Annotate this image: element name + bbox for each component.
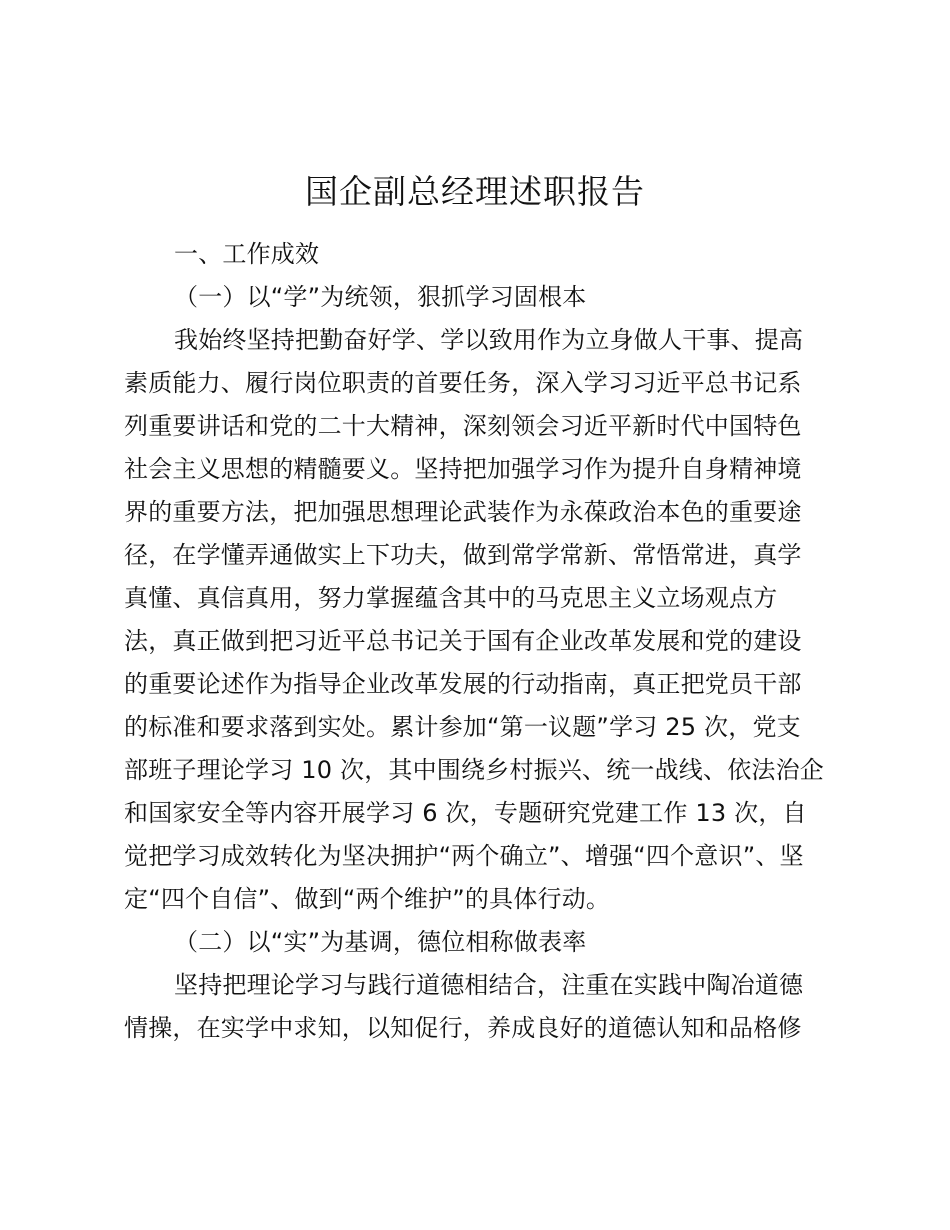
text-line: （一）以“学”为统领，狠抓学习固根本	[174, 283, 587, 311]
text-line: 情操，在实学中求知，以知促行，养成良好的道德认知和品格修	[124, 1014, 802, 1042]
text-line: 径，在学懂弄通做实上下功夫，做到常学常新、常悟常进，真学	[124, 541, 802, 569]
text-line: 定“四个自信”、做到“两个维护”的具体行动。	[124, 885, 611, 913]
document-title: 国企副总经理述职报告	[305, 172, 645, 211]
text-line: 真懂、真信真用，努力掌握蕴含其中的马克思主义立场观点方	[124, 584, 778, 612]
text-line: 部班子理论学习 10 次，其中围绕乡村振兴、统一战线、依法治企	[124, 756, 824, 784]
text-line: 社会主义思想的精髓要义。坚持把加强学习作为提升自身精神境	[124, 455, 802, 483]
text-line: 觉把学习成效转化为坚决拥护“两个确立”、增强“四个意识”、坚	[124, 842, 804, 870]
text-line: 一、工作成效	[174, 240, 320, 268]
text-line: 列重要讲话和党的二十大精神，深刻领会习近平新时代中国特色	[124, 412, 802, 440]
text-line: 和国家安全等内容开展学习 6 次，专题研究党建工作 13 次，自	[124, 799, 807, 827]
text-line: 法，真正做到把习近平总书记关于国有企业改革发展和党的建设	[124, 627, 802, 655]
text-line: 坚持把理论学习与践行道德相结合，注重在实践中陶冶道德	[174, 971, 804, 999]
text-line: 素质能力、履行岗位职责的首要任务，深入学习习近平总书记系	[124, 369, 802, 397]
text-line: 的标准和要求落到实处。累计参加“第一议题”学习 25 次，党支	[124, 713, 801, 741]
text-line: 界的重要方法，把加强思想理论武装作为永葆政治本色的重要途	[124, 498, 802, 526]
document-body	[124, 233, 844, 1050]
text-line: 的重要论述作为指导企业改革发展的行动指南，真正把党员干部	[124, 670, 802, 698]
text-line: （二）以“实”为基调，德位相称做表率	[174, 928, 587, 956]
text-line: 我始终坚持把勤奋好学、学以致用作为立身做人干事、提高	[174, 326, 804, 354]
